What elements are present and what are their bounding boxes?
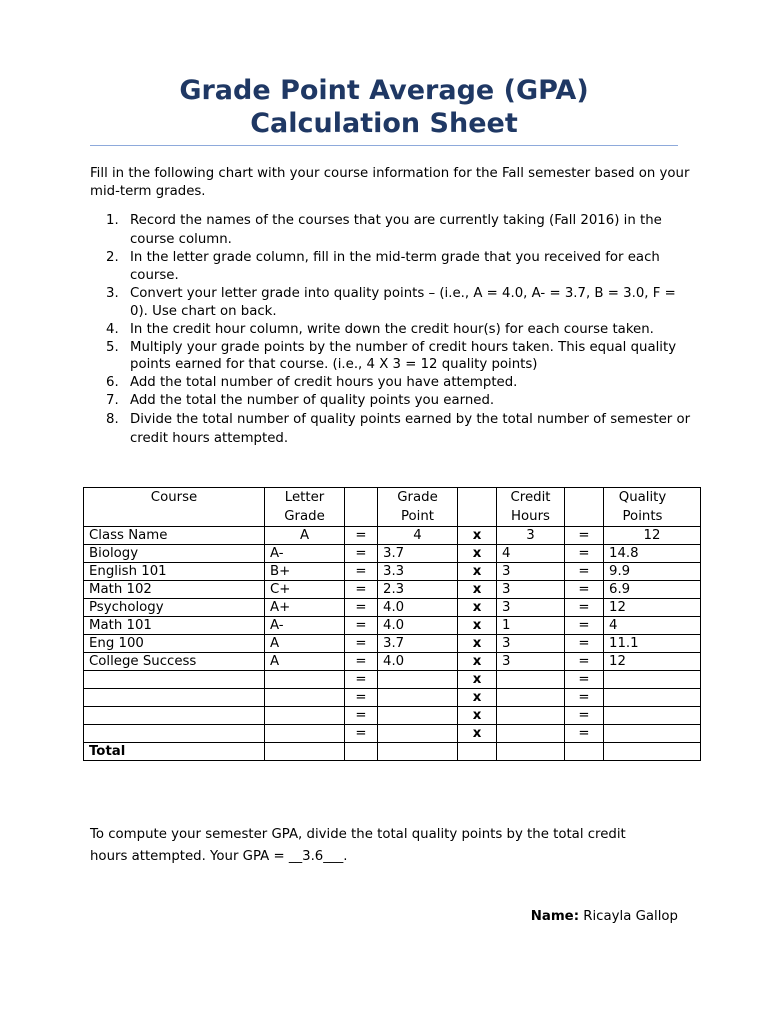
step-number: 8. [106,411,119,427]
table-row [84,617,701,635]
cell-credit: 3 [497,581,565,599]
cell-grade-point: 3.3 [378,563,458,581]
table-row-empty [84,671,701,689]
cell-equals: = [565,653,604,671]
step-number: 7. [106,392,119,408]
intro-text: Fill in the following chart with your course information for the Fall semester based on your mid-term grades. [90,166,690,199]
compute-line-1: To compute your semester GPA, divide the total quality points by the total credit [90,827,626,842]
step-text: In the letter grade column, fill in the mid-term grade that you received for each course. [130,250,660,283]
cell-total-quality[interactable] [604,743,701,761]
step-text: Record the names of the courses that you are currently taking (Fall 2016) in the course column. [130,213,662,247]
header-grade-point: Grade Point [378,488,458,527]
cell-credit[interactable] [497,671,565,689]
step-number: 6. [106,375,119,391]
cell-equals: = [565,707,604,725]
cell-equals: = [345,653,378,671]
instruction-item [106,249,696,285]
cell-equals: = [565,527,604,545]
cell-credit: 3 [497,635,565,653]
cell-letter[interactable] [265,689,345,707]
step-number: 3. [106,286,119,301]
cell-equals: = [565,563,604,581]
cell-equals: = [565,725,604,743]
cell-quality: 9.9 [604,563,701,581]
cell-course[interactable] [84,707,265,725]
cell-quality: 11.1 [604,635,701,653]
cell-grade-point[interactable] [378,671,458,689]
cell-times: x [458,653,497,671]
cell-equals: = [345,671,378,689]
name-value: Ricayla Gallop [583,909,678,924]
cell-quality: 14.8 [604,545,701,563]
instruction-item [106,285,696,321]
cell-equals: = [565,689,604,707]
instruction-item [106,374,696,392]
table-row-empty [84,707,701,725]
compute-line-2-suffix: . [343,849,348,864]
cell-quality: 12 [604,599,701,617]
step-number: 5. [106,339,119,355]
table-row [84,653,701,671]
cell-letter: A [265,527,345,545]
instruction-item [106,211,696,249]
gpa-compute-text [90,824,690,868]
cell-equals: = [345,581,378,599]
cell-credit: 3 [497,527,565,545]
cell-total-spacer [565,743,604,761]
cell-quality: 12 [604,527,701,545]
gpa-value: __3.6___ [288,849,344,864]
title-divider [90,145,678,146]
step-text: Add the total number of credit hours you have attempted. [130,375,518,391]
cell-letter: A- [265,617,345,635]
cell-course: Math 101 [84,617,265,635]
step-text: In the credit hour column, write down the credit hour(s) for each course taken. [130,322,654,337]
step-text: Divide the total number of quality points earned by the total number of semester or credit hours attempted. [130,411,691,446]
cell-course[interactable] [84,725,265,743]
page-title [90,74,678,140]
cell-equals: = [345,689,378,707]
title-line-1: Grade Point Average (GPA) [179,75,589,106]
table-header-row [84,488,701,527]
table-row-example [84,527,701,545]
cell-grade-point: 3.7 [378,635,458,653]
cell-grade-point: 2.3 [378,581,458,599]
cell-letter: A [265,653,345,671]
cell-times: x [458,707,497,725]
instruction-item [106,321,696,339]
cell-course[interactable] [84,689,265,707]
cell-equals: = [565,635,604,653]
cell-total-label: Total [84,743,265,761]
cell-quality: 12 [604,653,701,671]
table-row-empty [84,725,701,743]
cell-equals: = [565,599,604,617]
header-quality-points: Quality Points [604,488,701,527]
title-line-2: Calculation Sheet [250,108,518,139]
cell-times: x [458,617,497,635]
cell-credit: 3 [497,563,565,581]
cell-times: x [458,635,497,653]
cell-grade-point[interactable] [378,725,458,743]
cell-equals: = [345,527,378,545]
cell-total-grade-point[interactable] [378,743,458,761]
cell-grade-point: 3.7 [378,545,458,563]
name-signature [531,909,678,924]
header-credit-hours: Credit Hours [497,488,565,527]
cell-total-spacer [345,743,378,761]
compute-line-2-prefix: hours attempted. Your GPA = [90,849,289,864]
cell-equals: = [345,617,378,635]
step-number: 1. [106,213,119,228]
step-text: Add the total the number of quality points you earned. [130,392,495,408]
cell-total-credit[interactable] [497,743,565,761]
instruction-list [106,211,696,448]
table-row [84,545,701,563]
cell-credit: 1 [497,617,565,635]
cell-course: College Success [84,653,265,671]
cell-times: x [458,599,497,617]
cell-equals: = [345,545,378,563]
cell-letter: A- [265,545,345,563]
step-text: Multiply your grade points by the number of credit hours taken. This equal quality points earned for that course. (i.e., 4 X 3 = 12 quality points) [130,339,677,373]
cell-equals: = [345,563,378,581]
gpa-table [83,487,701,761]
cell-course: Biology [84,545,265,563]
table-row [84,563,701,581]
cell-credit[interactable] [497,707,565,725]
cell-grade-point[interactable] [378,707,458,725]
table-row [84,581,701,599]
instruction-item [106,392,696,410]
cell-times: x [458,527,497,545]
cell-equals: = [565,545,604,563]
step-number: 4. [106,322,119,337]
instruction-item [106,339,696,374]
cell-course[interactable] [84,671,265,689]
cell-letter: A [265,635,345,653]
header-spacer [458,488,497,527]
cell-letter[interactable] [265,671,345,689]
header-spacer [565,488,604,527]
cell-course: Eng 100 [84,635,265,653]
header-letter-grade: Letter Grade [265,488,345,527]
cell-quality[interactable] [604,707,701,725]
name-label: Name: [530,909,580,924]
cell-times: x [458,725,497,743]
cell-letter[interactable] [265,725,345,743]
cell-grade-point: 4.0 [378,617,458,635]
cell-letter: B+ [265,563,345,581]
cell-equals: = [345,707,378,725]
cell-times: x [458,581,497,599]
cell-grade-point: 4.0 [378,653,458,671]
instruction-item [106,410,696,448]
cell-quality: 4 [604,617,701,635]
table-row-total [84,743,701,761]
cell-letter: C+ [265,581,345,599]
cell-equals: = [345,725,378,743]
cell-times: x [458,545,497,563]
header-course: Course [84,488,265,527]
cell-credit: 4 [497,545,565,563]
cell-quality: 6.9 [604,581,701,599]
cell-letter: A+ [265,599,345,617]
cell-equals: = [565,581,604,599]
table-row [84,599,701,617]
cell-quality[interactable] [604,689,701,707]
cell-times: x [458,563,497,581]
cell-credit: 3 [497,653,565,671]
table-row [84,635,701,653]
cell-course: English 101 [84,563,265,581]
cell-equals: = [565,671,604,689]
cell-credit[interactable] [497,689,565,707]
cell-total-letter[interactable] [265,743,345,761]
cell-grade-point: 4.0 [378,599,458,617]
cell-course: Class Name [84,527,265,545]
cell-times: x [458,671,497,689]
step-text: Convert your letter grade into quality points – (i.e., A = 4.0, A- = 3.7, B = 3.0, F = 0). Use chart on back. [130,286,676,319]
header-spacer [345,488,378,527]
cell-equals: = [345,599,378,617]
cell-quality[interactable] [604,725,701,743]
cell-quality[interactable] [604,671,701,689]
step-number: 2. [106,250,119,265]
cell-grade-point[interactable] [378,689,458,707]
cell-credit[interactable] [497,725,565,743]
table-row-empty [84,689,701,707]
cell-grade-point: 4 [378,527,458,545]
cell-course: Psychology [84,599,265,617]
cell-equals: = [345,635,378,653]
cell-total-spacer [458,743,497,761]
cell-credit: 3 [497,599,565,617]
cell-times: x [458,689,497,707]
cell-equals: = [565,617,604,635]
cell-course: Math 102 [84,581,265,599]
cell-letter[interactable] [265,707,345,725]
